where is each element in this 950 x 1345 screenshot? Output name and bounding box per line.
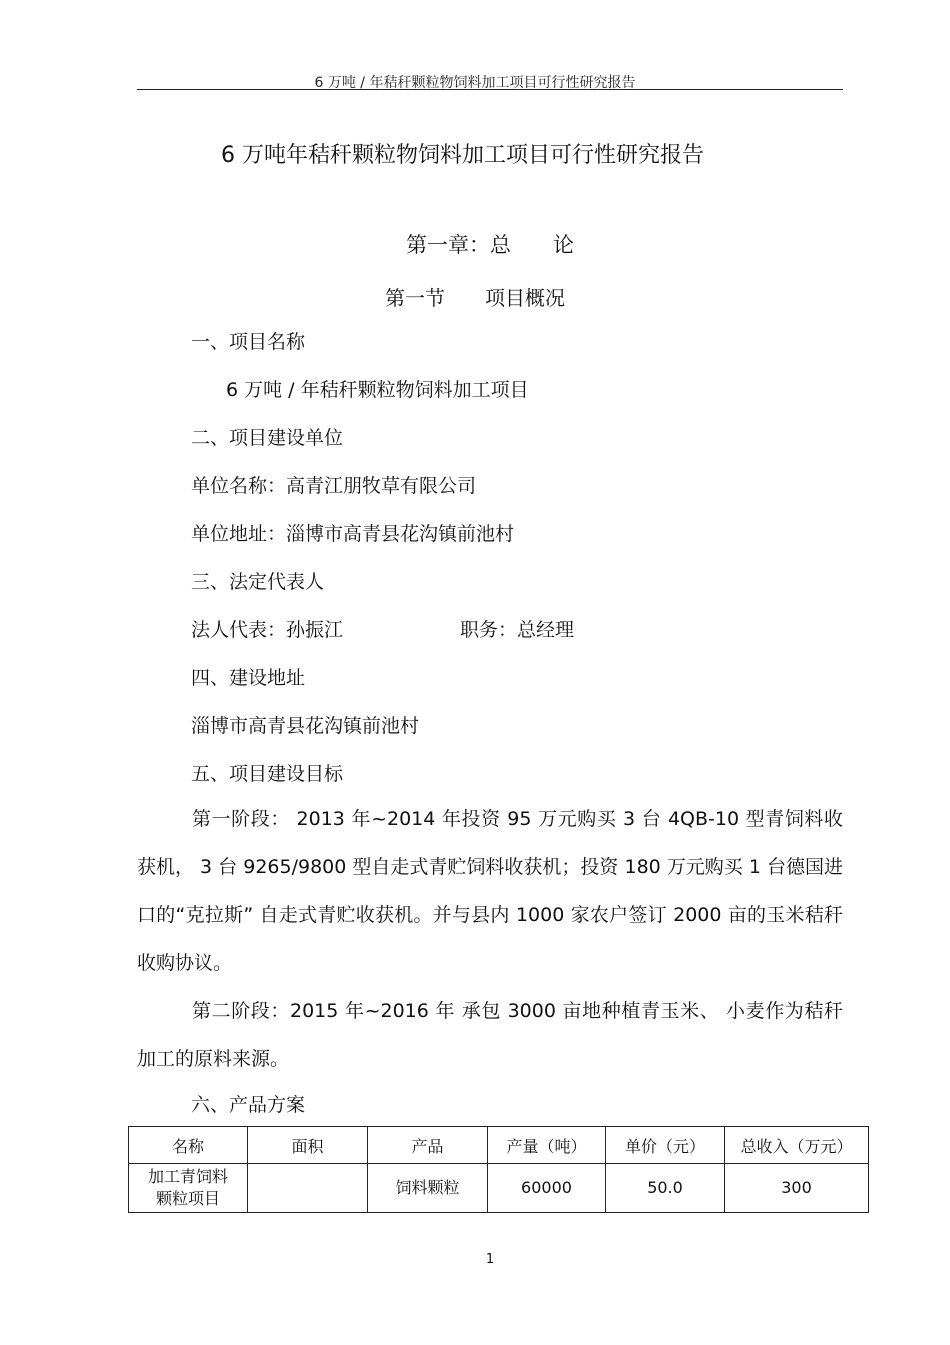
cell-price: 50.0 (606, 1164, 725, 1213)
heading-site-address: 四、建设地址 (191, 667, 306, 689)
heading-construction-goals: 五、项目建设目标 (191, 763, 344, 785)
product-table (128, 1126, 869, 1213)
cell-output: 60000 (488, 1164, 606, 1213)
unit-name-text: 单位名称：高青江朋牧草有限公司 (191, 475, 477, 497)
header-rule (137, 89, 843, 90)
column-header: 产品 (368, 1127, 488, 1164)
column-header: 产量（吨） (488, 1127, 606, 1164)
heading-construction-unit: 二、项目建设单位 (191, 427, 344, 449)
unit-address-text: 单位地址：淄博市高青县花沟镇前池村 (191, 523, 515, 545)
legal-representative-text: 法人代表：孙振江 (191, 619, 344, 641)
cell-product: 饲料颗粒 (368, 1164, 488, 1213)
phase1-paragraph: 第一阶段： 2013 年~2014 年投资 95 万元购买 3 台 4QB-10 型青饲料收获机， 3 台 9265/9800 型自走式青贮饲料收获机；投资 180 万元购买 1 台德国进口的“克拉斯” 自走式青贮收获机。并与县内 1000 家农户签订 2000 亩的玉米秸秆收购协议。 (137, 808, 843, 974)
phase2-paragraph: 第二阶段：2015 年~2016 年 承包 3000 亩地种植青玉米、 小麦作为秸秆加工的原料来源。 (137, 1000, 843, 1070)
cell-name-line1: 加工青饲料 (147, 1167, 228, 1186)
section-heading: 第一节 项目概况 (385, 286, 565, 310)
column-header: 总收入（万元） (725, 1127, 869, 1164)
heading-product-plan: 六、产品方案 (191, 1094, 306, 1116)
document-title: 6 万吨年秸秆颗粒物饲料加工项目可行性研究报告 (221, 143, 704, 168)
site-address-text: 淄博市高青县花沟镇前池村 (191, 715, 420, 737)
project-name-text: 6 万吨 / 年秸秆颗粒物饲料加工项目 (226, 379, 529, 401)
position-text: 职务：总经理 (460, 619, 575, 641)
page-number: 1 (485, 1252, 495, 1267)
cell-name-line2: 颗粒项目 (155, 1189, 220, 1208)
column-header: 单价（元） (606, 1127, 725, 1164)
table-header-row (129, 1127, 869, 1164)
cell-revenue: 300 (725, 1164, 869, 1213)
cell-name (129, 1164, 248, 1213)
heading-project-name: 一、项目名称 (191, 331, 306, 353)
cell-area (248, 1164, 368, 1213)
chapter-heading: 第一章：总 论 (406, 233, 574, 257)
heading-legal-representative: 三、法定代表人 (191, 571, 325, 593)
running-header: 6 万吨 / 年秸秆颗粒物饲料加工项目可行性研究报告 (314, 75, 636, 91)
column-header: 面积 (248, 1127, 368, 1164)
table-row (129, 1164, 869, 1213)
column-header: 名称 (129, 1127, 248, 1164)
